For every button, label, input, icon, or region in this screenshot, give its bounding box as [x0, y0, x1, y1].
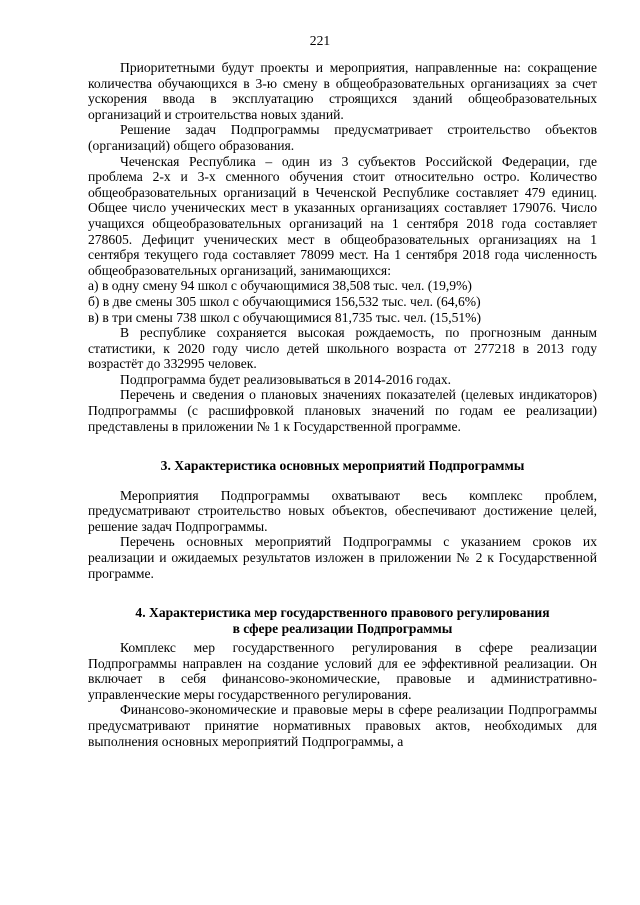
section-3-paragraph: Перечень основных мероприятий Подпрограммы с указанием сроков их реализации и ожидаемых результатов изложен в приложении № 2 к Государственной программе.	[88, 534, 597, 581]
section-4-paragraph: Финансово-экономические и правовые меры в сфере реализации Подпрограммы предусматривают принятие нормативных правовых актов, необходимых для выполнения основных мероприятий Подпрограммы, а	[88, 702, 597, 749]
page-content	[88, 60, 597, 749]
section-4-heading-line: 4. Характеристика мер государственного правового регулирования	[135, 605, 550, 621]
page-number: 221	[309, 33, 331, 48]
paragraph-tasks: Решение задач Подпрограммы предусматривает строительство объектов (организаций) общего образования.	[88, 122, 597, 153]
paragraph-indicators: Перечень и сведения о плановых значениях показателей (целевых индикаторов) Подпрограммы (с расшифровкой плановых значений по годам ее реализации) представлены в приложении № 1 к Государственной программе.	[88, 387, 597, 434]
paragraph-implementation-period: Подпрограмма будет реализовываться в 2014-2016 годах.	[120, 371, 452, 387]
section-4-heading	[88, 605, 597, 636]
section-3-heading: 3. Характеристика основных мероприятий Подпрограммы	[160, 458, 525, 474]
section-4-heading-line: в сфере реализации Подпрограммы	[232, 620, 453, 636]
section-3-paragraph: Мероприятия Подпрограммы охватывают весь комплекс проблем, предусматривают строительство новых объектов, обеспечивают достижение целей, решение задач Подпрограммы.	[88, 487, 597, 534]
paragraph-birth-rate: В республике сохраняется высокая рождаемость, по прогнозным данным статистики, к 2020 году число детей школьного возраста от 277218 в 2013 году возрастёт до 332995 человек.	[88, 325, 597, 372]
section-4-paragraph: Комплекс мер государственного регулирования в сфере реализации Подпрограммы направлен на создание условий для ее эффективной реализации. Он включает в себя финансово-экономические, правовые и административно-управленческие меры государственного регулирования.	[88, 640, 597, 702]
shift-list	[88, 278, 597, 325]
list-item-three-shifts: в) в три смены 738 школ с обучающимися 81,735 тыс. чел. (15,51%)	[88, 309, 482, 325]
paragraph-priorities: Приоритетными будут проекты и мероприятия, направленные на: сокращение количества обучающихся в 3-ю смену в общеобразовательных организациях за счет ускорения ввода в эксплуатацию строящихся зданий общеобразовательных организаций и строительства новых зданий.	[88, 60, 597, 122]
list-item-two-shifts: б) в две смены 305 школ с обучающимися 156,532 тыс. чел. (64,6%)	[88, 293, 481, 309]
paragraph-chechen-republic: Чеченская Республика – один из 3 субъектов Российской Федерации, где проблема 2-х и 3-х сменного обучения стоит относительно остро. Количество общеобразовательных организаций в Чеченской Республике составляет 479 единиц. Общее число ученических мест в указанных организациях составляет 179076. Число учащихся общеобразовательных организаций на 1 сентября 2018 года составляет 278605. Дефицит ученических мест в общеобразовательных организациях на 1 сентября текущего года составляет 78099 мест. На 1 сентября 2018 года численность общеобразовательных организаций, занимающихся:	[88, 153, 597, 278]
list-item-one-shift: а) в одну смену 94 школ с обучающимися 38,508 тыс. чел. (19,9%)	[88, 278, 472, 294]
